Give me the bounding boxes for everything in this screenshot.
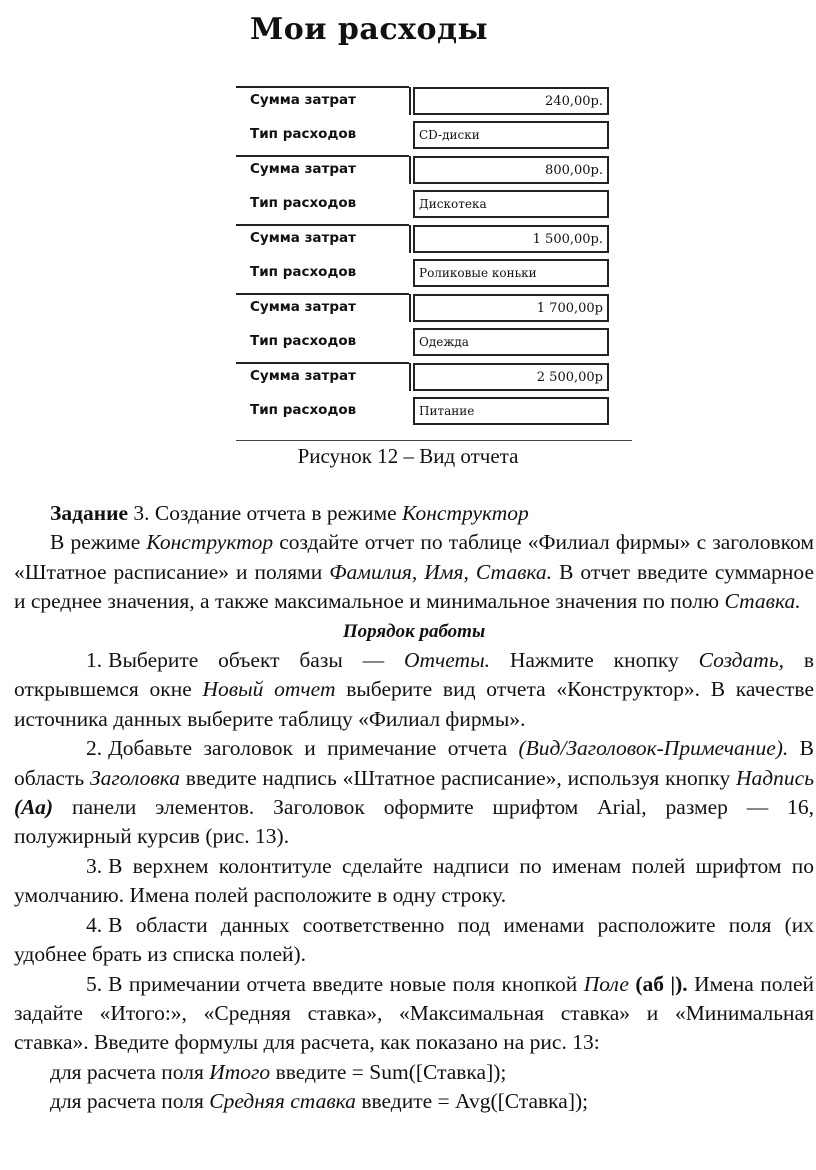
formula-2-c: введите = Avg([Ставка]); (355, 1089, 589, 1114)
step-4-text: В области данных соответственно под именами расположите поля (их удобнее брать из списка полей). (14, 912, 814, 967)
paragraph-intro (14, 528, 814, 616)
formula-1-b: Итого (209, 1059, 271, 1084)
formula-2-b: Средняя ставка (209, 1089, 356, 1114)
sum-label: Сумма затрат (250, 161, 356, 177)
sum-label: Сумма затрат (250, 299, 356, 315)
step-2-c: В область (14, 736, 814, 790)
formula-1 (14, 1058, 814, 1087)
type-label: Тип расходов (250, 195, 357, 211)
task-label: Задание (50, 501, 129, 525)
report-record (236, 289, 636, 358)
step-2-g: (Аа) (14, 795, 54, 820)
step-3 (14, 852, 814, 911)
step-1-e: в открывшемся окне (14, 648, 814, 702)
record-separator (236, 293, 409, 295)
task-heading (14, 499, 814, 528)
intro-a: В режиме (50, 530, 147, 555)
step-5-d: Имена полей задайте «Итого:», «Средняя ставка», «Максимальная ставка» и «Минимальная ставка». Введите формулы для расчета, как показано на рис. 13: (14, 971, 814, 1055)
record-separator (236, 155, 409, 157)
report-record (236, 82, 636, 151)
step-5-number: 5. (86, 971, 103, 996)
step-2 (14, 734, 814, 852)
type-field: Дискотека (413, 190, 609, 218)
report-record (236, 220, 636, 289)
document-text (14, 499, 814, 1117)
report-body (236, 82, 636, 427)
record-separator (236, 362, 409, 364)
sum-field: 240,00р. (413, 87, 609, 115)
type-field: Одежда (413, 328, 609, 356)
intro-b: Конструктор (146, 530, 274, 555)
report-title: Мои расходы (250, 12, 489, 47)
step-5-b: Поле (583, 971, 629, 996)
formula-2 (14, 1087, 814, 1116)
sum-label: Сумма затрат (250, 230, 356, 246)
step-3-text: В верхнем колонтитуле сделайте надписи по именам полей шрифтом по умолчанию. Имена полей расположите в одну строку. (14, 853, 814, 908)
step-5-c: (аб |). (635, 971, 688, 996)
sum-field: 1 500,00р. (413, 225, 609, 253)
step-2-f: Надпись (736, 765, 814, 790)
step-1-d: Создать, (698, 648, 784, 673)
step-5 (14, 970, 814, 1058)
step-1-g: выберите вид отчета «Конструктор». В качестве источника данных выберите таблицу «Филиал фирмы». (14, 677, 814, 731)
sum-label: Сумма затрат (250, 92, 356, 108)
step-3-number: 3. (86, 853, 103, 878)
formula-2-a: для расчета поля (50, 1089, 210, 1114)
procedure-title: Порядок работы (342, 620, 486, 642)
record-separator (236, 224, 409, 226)
type-field: Роликовые коньки (413, 259, 609, 287)
step-4 (14, 911, 814, 970)
intro-c: создайте отчет по таблице «Филиал фирмы» с заголовком «Штатное расписание» и полями (14, 530, 814, 584)
sum-field: 800,00р. (413, 156, 609, 184)
report-record (236, 151, 636, 220)
step-1-b: Отчеты. (403, 648, 491, 673)
record-divider (409, 294, 411, 322)
record-divider (409, 363, 411, 391)
formula-1-a: для расчета поля (50, 1059, 210, 1084)
figure-caption: Рисунок 12 – Вид отчета (297, 444, 519, 468)
step-1-f: Новый отчет (202, 677, 336, 702)
record-divider (409, 225, 411, 253)
step-2-e: введите надпись «Штатное расписание», используя кнопку (179, 765, 737, 790)
step-1 (14, 646, 814, 734)
record-divider (409, 87, 411, 115)
step-2-a: Добавьте заголовок и примечание отчета (108, 736, 519, 761)
type-label: Тип расходов (250, 333, 357, 349)
step-2-d: Заголовка (89, 765, 180, 790)
step-4-number: 4. (86, 912, 103, 937)
type-label: Тип расходов (250, 126, 357, 142)
sum-field: 2 500,00р (413, 363, 609, 391)
intro-d: Фамилия, Имя, Ставка. (329, 559, 553, 584)
report-bottom-line (236, 440, 632, 441)
sum-field: 1 700,00р (413, 294, 609, 322)
step-2-number: 2. (86, 736, 103, 761)
type-field: Питание (413, 397, 609, 425)
type-field: CD-диски (413, 121, 609, 149)
task-text: 3. Создание отчета в режиме (128, 501, 403, 525)
record-divider (409, 156, 411, 184)
intro-f: Ставка. (724, 589, 801, 614)
record-separator (236, 86, 409, 88)
type-label: Тип расходов (250, 402, 357, 418)
intro-e: В отчет введите суммарное и среднее значения, а также максимальное и минимальное значения по полю (14, 559, 814, 614)
task-mode: Конструктор (402, 501, 529, 525)
formula-1-c: введите = Sum([Ставка]); (270, 1059, 507, 1084)
sum-label: Сумма затрат (250, 368, 356, 384)
step-1-a: Выберите объект базы — (108, 648, 404, 673)
step-1-c: Нажмите кнопку (490, 648, 699, 673)
type-label: Тип расходов (250, 264, 357, 280)
step-1-number: 1. (86, 648, 103, 673)
step-5-a: В примечании отчета введите новые поля кнопкой (108, 971, 584, 996)
step-2-h: панели элементов. Заголовок оформите шрифтом Arial, размер — 16, полужирный курсив (рис. 13). (14, 795, 814, 849)
report-record (236, 358, 636, 427)
step-2-b: (Вид/Заголовок-Примечание). (518, 736, 789, 761)
